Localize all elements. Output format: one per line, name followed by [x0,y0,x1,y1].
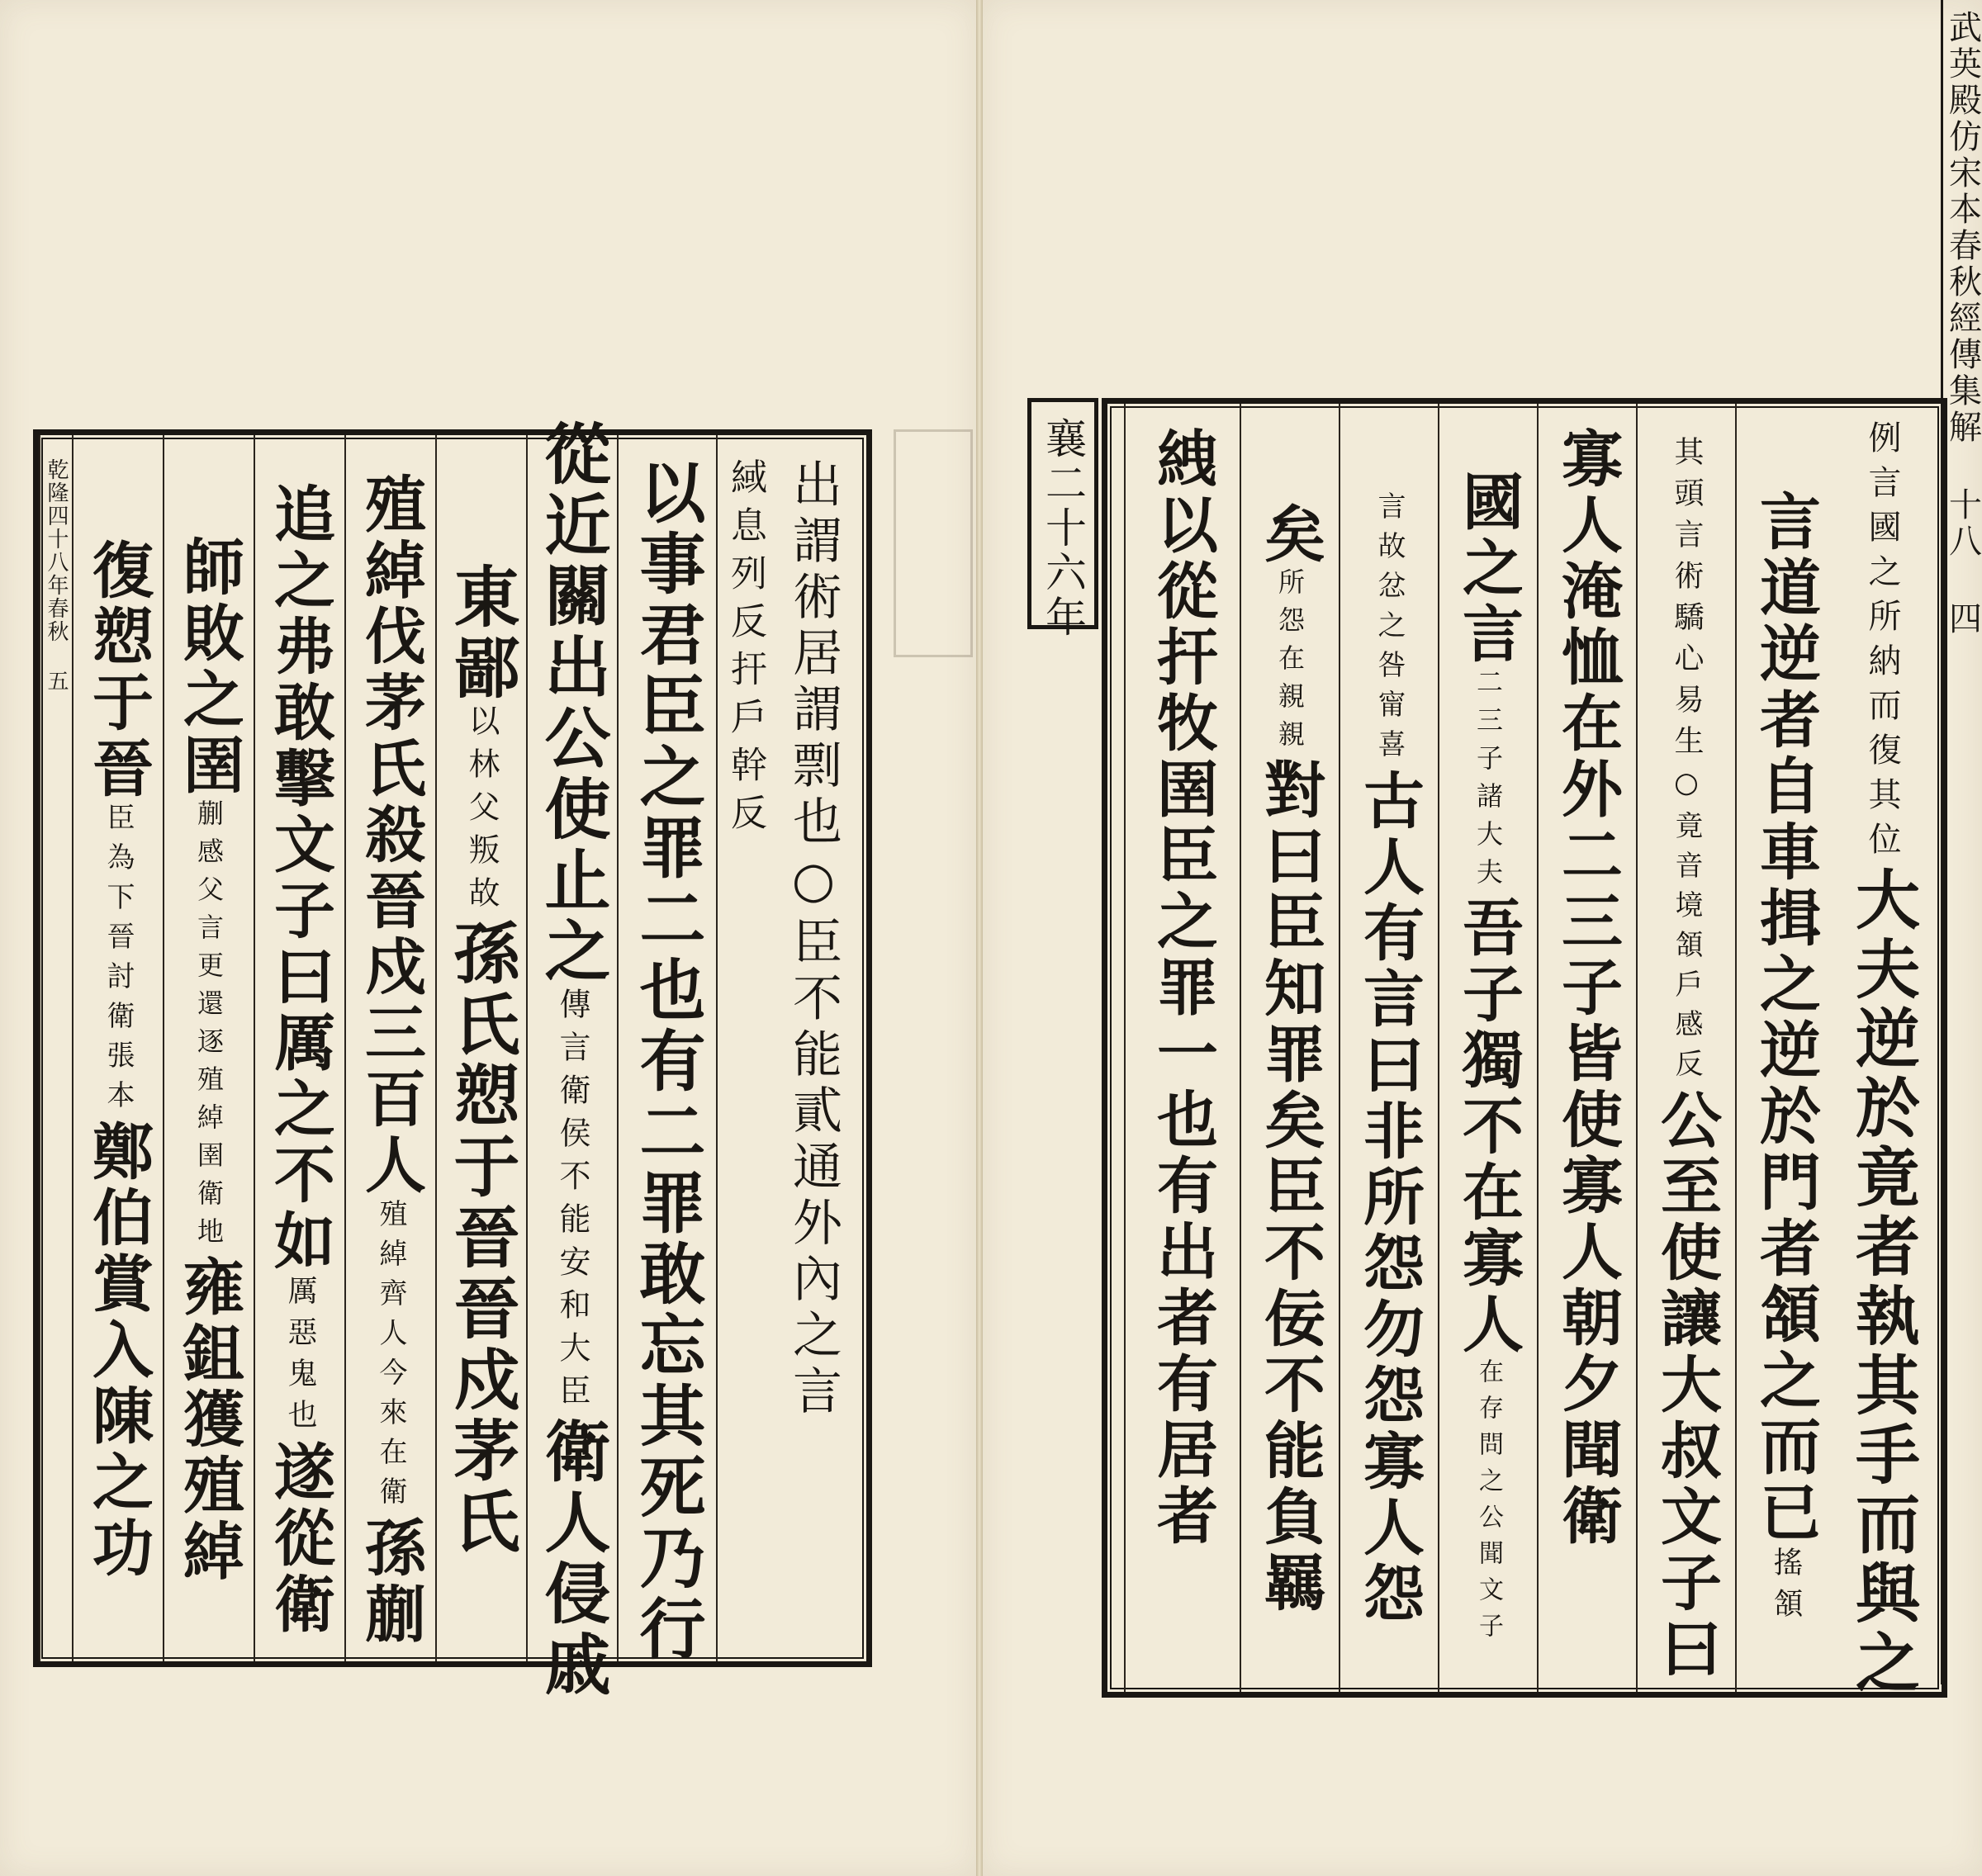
left-column-1 [772,435,855,1661]
faded-seal-mark [894,429,973,657]
right-column-7 [1240,404,1339,1692]
left-column-6-tail: 孫蒯 [355,1515,426,1648]
left-column-8-main: 師敗之圉 [173,534,244,799]
right-edge-strip [1941,0,1982,1684]
right-column-3-main: 其頭言術驕心易生 [1670,436,1704,766]
right-column-2-main: 言道逆者自車揖之逆於門者頷之而已 [1750,490,1821,1547]
right-column-1-tail: 大夫逆於竟者執其手而與之 [1845,866,1920,1698]
left-column-5 [435,435,526,1661]
right-column-5-note2: 在存問之公聞文子 [1474,1358,1503,1649]
right-column-5-note: 二三子諸大夫 [1472,668,1504,896]
chapter-tab [1027,398,1098,640]
left-column-7 [254,435,344,1661]
left-column-5-tail: 孫氏愬于晉晉戍茅氏 [443,918,520,1558]
left-column-1-text: 出謂術居謂剽也○臣不能貳通外內之言 [785,458,842,1421]
left-column-4-tail: 衛人侵戚 [533,1416,611,1701]
right-column-5-tail: 吾子獨不在寡人 [1453,896,1524,1358]
left-margin-column [39,435,72,1661]
left-column-6-main: 殖綽伐茅氏殺晉戍三百人 [355,471,426,1199]
right-text-frame [1102,398,1947,1698]
left-column-4-main: 從近關出公使止之 [533,419,611,988]
left-column-4-note: 傳言衛侯不能安和大臣 [554,987,590,1417]
right-column-7-tail: 對曰臣知罪矣臣不佞不能負羈 [1254,758,1325,1617]
right-column-1 [1834,404,1930,1698]
left-column-5-main: 東鄙 [443,561,520,704]
right-column-3 [1636,404,1735,1692]
right-column-6-main: 言故忿之 [1373,491,1406,650]
right-column-4 [1537,404,1636,1692]
left-column-2-text: 緎息列反扞戶幹反 [724,458,766,841]
left-column-8 [163,435,254,1661]
left-margin-label: 乾隆四十八年春秋 五 [44,458,69,693]
left-column-6-note: 殖綽齊人今來在衛 [374,1198,407,1516]
right-column-7-main: 矣 [1254,502,1325,568]
right-column-2-note: 搖頷 [1769,1547,1803,1629]
right-column-2 [1735,404,1834,1692]
right-column-5 [1438,404,1537,1692]
right-column-7-note: 所怨在親親 [1274,568,1306,758]
left-column-9-main: 復愬于晉 [83,538,154,803]
right-column-8-main: 絏以從扞牧圉臣之罪一也有出者有居者 [1147,427,1218,1550]
left-column-8-tail: 雍鉏獲殖綽 [173,1254,244,1585]
left-column-3 [617,435,716,1665]
right-column-6-note: 咎甯喜 [1373,650,1406,769]
left-column-7-note: 厲惡鬼也 [283,1274,317,1440]
right-column-3-note: ○竟音境頷戶感反 [1670,766,1703,1088]
left-column-7-tail: 遂從衛 [264,1439,335,1638]
left-column-6 [344,435,435,1661]
left-column-5-note: 以林父叛故 [463,704,500,919]
left-column-2 [716,435,772,1661]
right-column-5-main: 國之言 [1453,470,1524,668]
right-edge-label: 武英殿仿宋本春秋經傳集解 十八 四 [1943,10,1982,637]
chapter-tab-label: 襄二十六年 [1039,417,1087,640]
right-column-3-tail: 公至使讓大叔文子曰 [1651,1088,1722,1683]
right-column-6 [1339,404,1438,1692]
left-column-3-text: 以事君臣之罪二也有二罪敢忘其死乃行 [628,458,706,1665]
left-column-9 [72,435,163,1661]
book-gutter [976,0,983,1876]
right-column-4-main: 寡人淹恤在外二三子皆使寡人朝夕聞衛 [1552,427,1623,1550]
left-text-frame [33,419,872,1701]
right-column-6-tail: 古人有言曰非所怨勿怨寡人怨 [1354,769,1425,1627]
left-column-7-main: 追之弗敢擊文子曰厲之不如 [264,481,335,1275]
right-column-1-note: 例言國之所納而復其位 [1863,420,1901,866]
left-column-9-tail: 鄭伯賞入陳之功 [83,1119,154,1582]
left-column-9-note: 臣為下晉討衛張本 [102,802,135,1120]
right-column-8 [1124,404,1240,1692]
left-column-8-note: 蒯感父言更還逐殖綽圉衛地 [193,798,225,1255]
left-column-4 [526,419,617,1701]
